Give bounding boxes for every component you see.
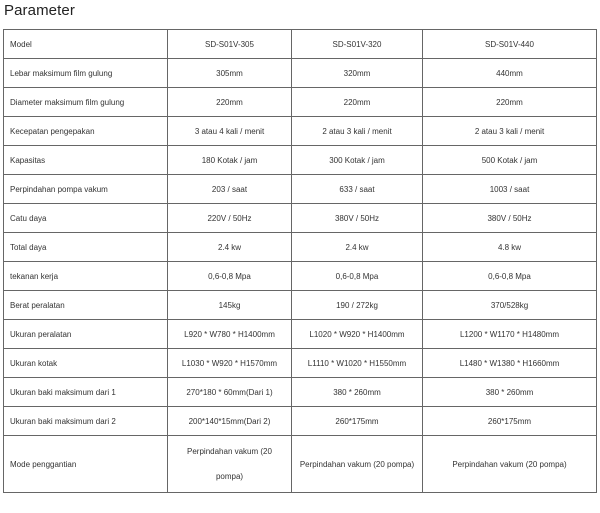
table-row (4, 291, 597, 320)
row-label: Catu daya (4, 204, 168, 233)
table-row (4, 378, 597, 407)
table-row (4, 349, 597, 378)
table-cell: 203 / saat (168, 175, 292, 204)
table-cell: 220mm (292, 88, 423, 117)
table-cell: L1480 * W1380 * H1660mm (423, 349, 597, 378)
table-cell: 2 atau 3 kali / menit (292, 117, 423, 146)
row-label: Mode penggantian (4, 436, 168, 493)
table-cell: 220mm (423, 88, 597, 117)
table-cell: 1003 / saat (423, 175, 597, 204)
table-cell: 380 * 260mm (423, 378, 597, 407)
table-row (4, 436, 597, 493)
table-cell: 500 Kotak / jam (423, 146, 597, 175)
table-row (4, 204, 597, 233)
table-cell: Perpindahan vakum (20 pompa) (423, 436, 597, 493)
table-cell: 260*175mm (423, 407, 597, 436)
row-label: Ukuran peralatan (4, 320, 168, 349)
row-label: tekanan kerja (4, 262, 168, 291)
row-label: Ukuran baki maksimum dari 1 (4, 378, 168, 407)
table-cell: 370/528kg (423, 291, 597, 320)
row-label: Ukuran baki maksimum dari 2 (4, 407, 168, 436)
table-cell: Perpindahan vakum (20 pompa) (168, 436, 292, 493)
table-row (4, 320, 597, 349)
table-cell: 220V / 50Hz (168, 204, 292, 233)
table-cell: 145kg (168, 291, 292, 320)
table-cell: 320mm (292, 59, 423, 88)
table-cell: 200*140*15mm(Dari 2) (168, 407, 292, 436)
table-cell: 380 * 260mm (292, 378, 423, 407)
table-row (4, 59, 597, 88)
table-cell: 2.4 kw (292, 233, 423, 262)
table-cell: 300 Kotak / jam (292, 146, 423, 175)
table-cell: 270*180 * 60mm(Dari 1) (168, 378, 292, 407)
table-cell: SD-S01V-440 (423, 30, 597, 59)
table-cell: Perpindahan vakum (20 pompa) (292, 436, 423, 493)
table-row (4, 407, 597, 436)
row-label: Perpindahan pompa vakum (4, 175, 168, 204)
row-label: Model (4, 30, 168, 59)
table-row (4, 30, 597, 59)
table-cell: 305mm (168, 59, 292, 88)
table-cell: 220mm (168, 88, 292, 117)
row-label: Diameter maksimum film gulung (4, 88, 168, 117)
table-cell: L1030 * W920 * H1570mm (168, 349, 292, 378)
table-row (4, 117, 597, 146)
table-cell: 4.8 kw (423, 233, 597, 262)
table-row (4, 262, 597, 291)
row-label: Kecepatan pengepakan (4, 117, 168, 146)
row-label: Kapasitas (4, 146, 168, 175)
page-title: Parameter (4, 2, 75, 19)
table-cell: 260*175mm (292, 407, 423, 436)
table-cell: 380V / 50Hz (292, 204, 423, 233)
table-row (4, 146, 597, 175)
table-cell: 0,6-0,8 Mpa (168, 262, 292, 291)
parameter-table (3, 29, 597, 493)
table-cell: 0,6-0,8 Mpa (423, 262, 597, 291)
table-cell: 2 atau 3 kali / menit (423, 117, 597, 146)
row-label: Total daya (4, 233, 168, 262)
row-label: Lebar maksimum film gulung (4, 59, 168, 88)
table-row (4, 88, 597, 117)
table-cell: L920 * W780 * H1400mm (168, 320, 292, 349)
table-cell: 633 / saat (292, 175, 423, 204)
table-cell: 380V / 50Hz (423, 204, 597, 233)
row-label: Ukuran kotak (4, 349, 168, 378)
table-cell: L1020 * W920 * H1400mm (292, 320, 423, 349)
table-row (4, 175, 597, 204)
table-cell: SD-S01V-305 (168, 30, 292, 59)
table-cell: 180 Kotak / jam (168, 146, 292, 175)
table-cell: L1110 * W1020 * H1550mm (292, 349, 423, 378)
table-cell: 2.4 kw (168, 233, 292, 262)
table-cell: L1200 * W1170 * H1480mm (423, 320, 597, 349)
table-row (4, 233, 597, 262)
table-cell: 0,6-0,8 Mpa (292, 262, 423, 291)
table-cell: SD-S01V-320 (292, 30, 423, 59)
table-cell: 190 / 272kg (292, 291, 423, 320)
row-label: Berat peralatan (4, 291, 168, 320)
table-cell: 3 atau 4 kali / menit (168, 117, 292, 146)
table-cell: 440mm (423, 59, 597, 88)
